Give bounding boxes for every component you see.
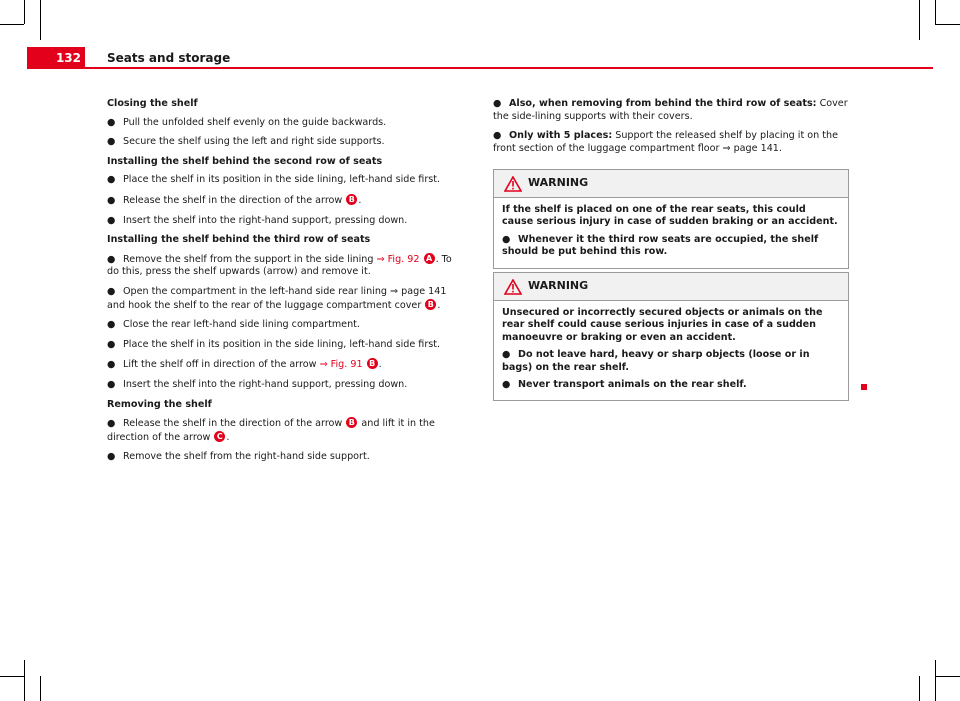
- list-item: ● Only with 5 places: Support the released shelf by placing it on the front section of the luggage compartment floor ⇒ page 141.: [493, 130, 839, 154]
- left-column: [107, 98, 459, 471]
- bullet-dot: ●: [107, 174, 116, 186]
- warning-title: WARNING: [528, 279, 589, 292]
- bullet-dot: ●: [107, 418, 116, 430]
- page-number: 132: [55, 51, 81, 65]
- marker-b: B: [425, 299, 436, 310]
- warning-header: [494, 170, 848, 198]
- list-item: ● Release the shelf in the direction of the arrow B .: [107, 194, 362, 206]
- warning-body: [494, 198, 848, 268]
- crop-mark: [24, 0, 25, 24]
- warning-title: WARNING: [528, 176, 589, 189]
- bullet-dot: ●: [107, 338, 116, 350]
- crop-mark: [24, 660, 25, 701]
- closing-heading: Closing the shelf: [107, 98, 198, 109]
- marker-b: B: [367, 358, 378, 369]
- warning-text: If the shelf is placed on one of the rear seats, this could cause serious injury in case of sudden braking or an accident.: [502, 204, 838, 228]
- warning-box: [493, 169, 849, 269]
- bullet-dot: ●: [493, 130, 502, 142]
- marker-b: B: [346, 194, 357, 205]
- crop-mark: [919, 676, 920, 701]
- crop-mark: [935, 676, 960, 677]
- bullet-dot: ●: [107, 253, 116, 265]
- list-item: ● Also, when removing from behind the third row of seats: Cover the side-lining supports with their covers.: [493, 98, 848, 122]
- list-item: ● Lift the shelf off in direction of the arrow ⇒ Fig. 91 B .: [107, 359, 382, 371]
- bullet-dot: ●: [107, 285, 116, 297]
- list-item: ● Remove the shelf from the right-hand side support.: [107, 451, 370, 463]
- warning-body: [494, 301, 848, 400]
- bullet-dot: ●: [107, 319, 116, 331]
- bullet-dot: ●: [493, 98, 502, 109]
- list-item: ● Release the shelf in the direction of the arrow B and lift it in the direction of the arrow C .: [107, 418, 435, 443]
- list-item: ● Whenever it the third row seats are occupied, the shelf should be put behind this row.: [502, 233, 819, 258]
- list-item: ● Remove the shelf from the support in the side lining ⇒ Fig. 92 A . To do this, press the shelf upwards (arrow) and remove it.: [107, 253, 452, 278]
- end-of-section-mark: [861, 384, 867, 390]
- bullet-dot: ●: [502, 233, 511, 245]
- bullet-dot: ●: [107, 378, 116, 390]
- figure-link[interactable]: ⇒ Fig. 91: [319, 359, 363, 371]
- bullet-dot: ●: [107, 451, 116, 463]
- bullet-dot: ●: [502, 349, 511, 361]
- warning-triangle-icon: [504, 176, 522, 196]
- bullet-dot: ●: [107, 359, 116, 371]
- second-row-heading: Installing the shelf behind the second row of seats: [107, 155, 383, 167]
- crop-mark: [0, 24, 24, 25]
- right-column: [493, 98, 849, 162]
- page-number-block: [27, 47, 85, 69]
- warning-header: [494, 273, 848, 301]
- list-item: ● Do not leave hard, heavy or sharp objects (loose or in bags) on the rear shelf.: [502, 349, 810, 373]
- marker-a: A: [424, 253, 435, 264]
- list-item: ● Close the rear left-hand side lining compartment.: [107, 319, 360, 331]
- warning-text: Unsecured or incorrectly secured objects or animals on the rear shelf could cause serious injuries in case of a sudden manoeuvre or braking or even an accident.: [502, 307, 823, 343]
- list-item: ● Insert the shelf into the right-hand support, pressing down.: [107, 214, 408, 226]
- list-item: ● Place the shelf in its position in the side lining, left-hand side first.: [107, 338, 441, 350]
- crop-mark: [935, 24, 960, 25]
- bullet-dot: ●: [107, 136, 116, 148]
- marker-c: C: [214, 431, 225, 442]
- list-item: ● Open the compartment in the left-hand side rear lining ⇒ page 141 and hook the shelf to the rear of the luggage compartment cover B .: [107, 285, 447, 311]
- bullet-dot: ●: [107, 214, 116, 226]
- crop-mark: [935, 660, 936, 701]
- header-rule: [85, 67, 933, 69]
- warning-triangle-icon: [504, 279, 522, 299]
- crop-mark: [40, 676, 41, 701]
- list-item: ● Insert the shelf into the right-hand support, pressing down.: [107, 378, 408, 390]
- bullet-dot: ●: [107, 116, 116, 128]
- list-item: ● Place the shelf in its position in the side lining, left-hand side first.: [107, 174, 441, 186]
- crop-mark: [935, 0, 936, 24]
- warning-box: [493, 272, 849, 401]
- bullet-dot: ●: [107, 194, 116, 206]
- figure-link[interactable]: ⇒ Fig. 92: [376, 253, 420, 265]
- crop-mark: [0, 676, 24, 677]
- list-item: ● Secure the shelf using the left and right side supports.: [107, 136, 385, 148]
- removing-heading: Removing the shelf: [107, 398, 212, 410]
- crop-mark: [919, 0, 920, 40]
- third-row-heading: Installing the shelf behind the third row of seats: [107, 234, 371, 246]
- list-item: ● Pull the unfolded shelf evenly on the guide backwards.: [107, 116, 387, 128]
- list-item: ● Never transport animals on the rear shelf.: [502, 379, 747, 391]
- marker-b: B: [346, 417, 357, 428]
- crop-mark: [40, 0, 41, 40]
- chapter-title: Seats and storage: [107, 51, 231, 65]
- bullet-dot: ●: [502, 379, 511, 391]
